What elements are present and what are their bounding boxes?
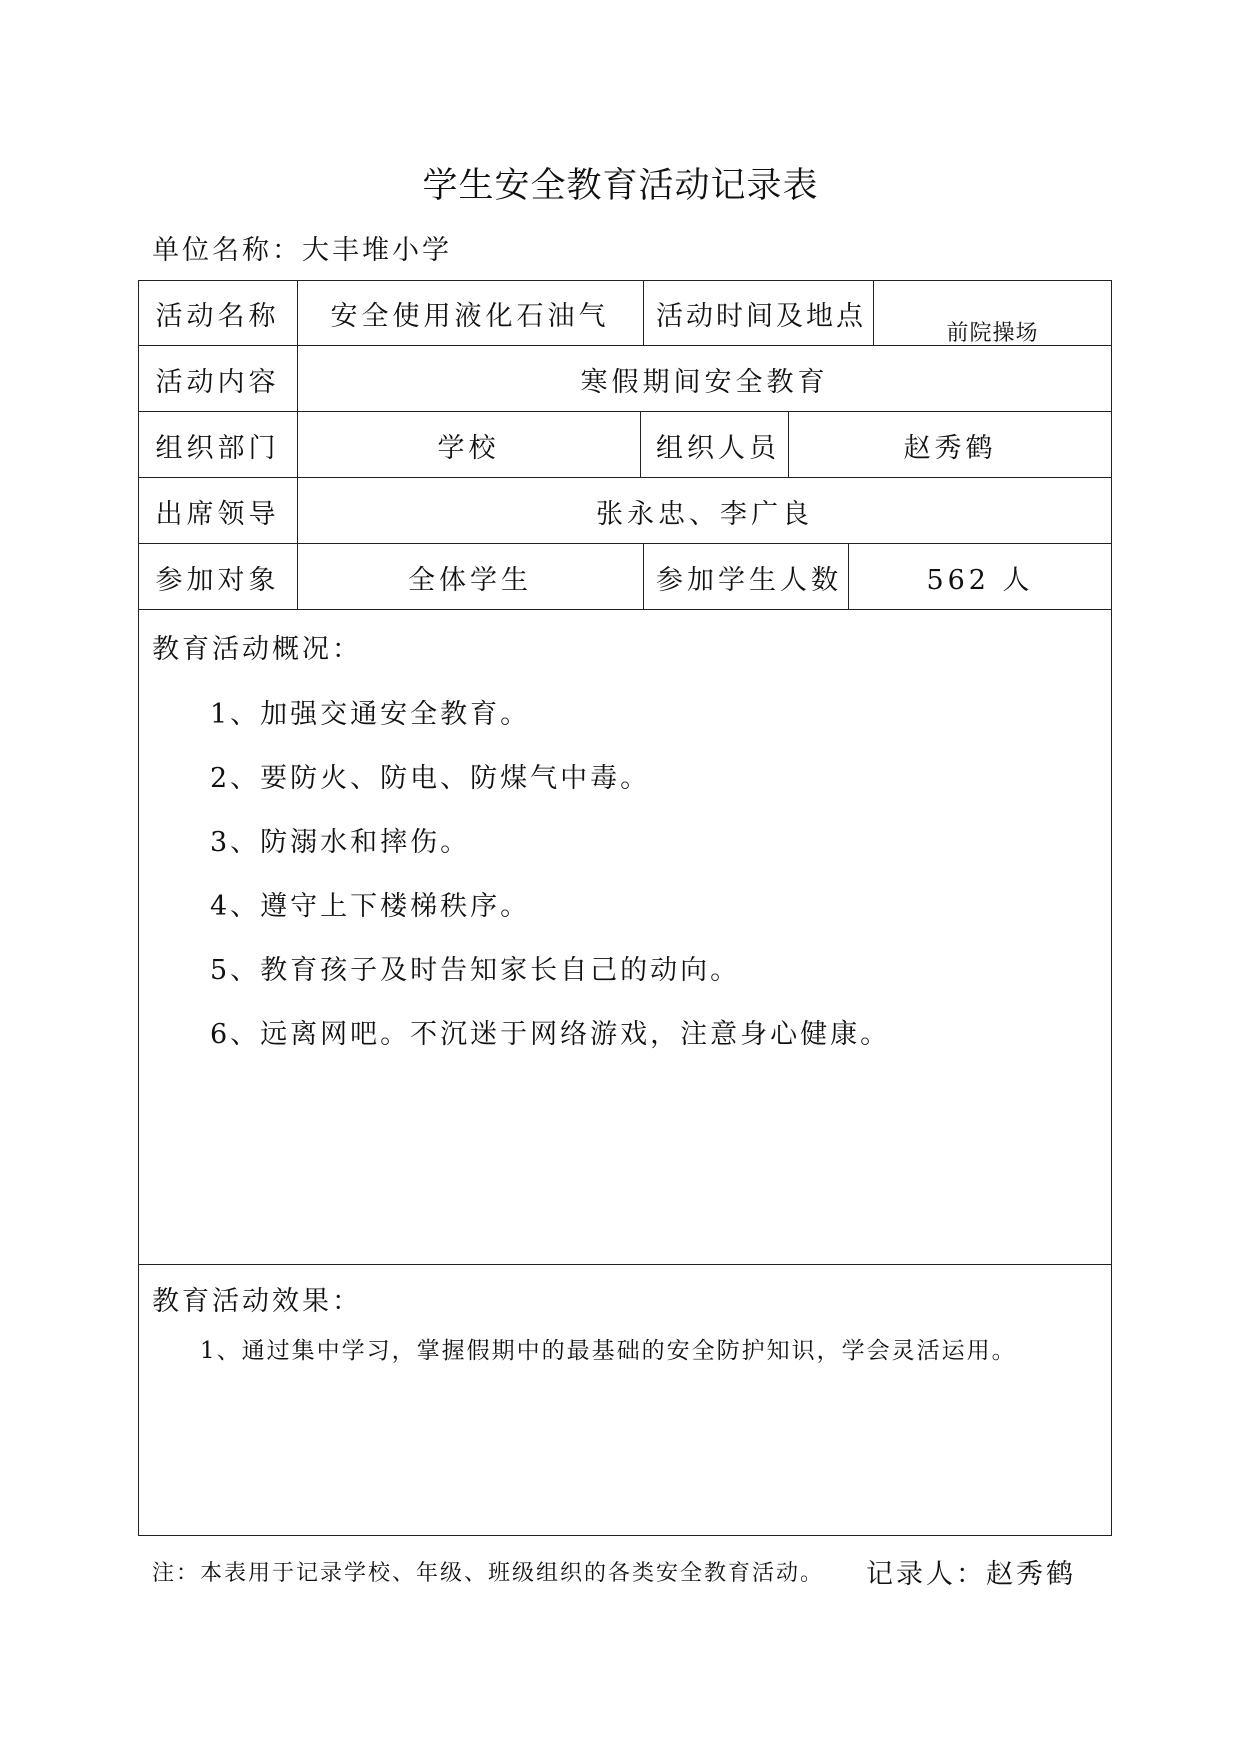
effect-item: 1、通过集中学习，掌握假期中的最基础的安全防护知识，学会灵活运用。 (200, 1338, 1017, 1364)
overview-item: 2、要防火、防电、防煤气中毒。 (210, 763, 651, 794)
overview-item: 6、远离网吧。不沉迷于网络游戏，注意身心健康。 (210, 1019, 891, 1050)
footer-note: 注：本表用于记录学校、年级、班级组织的各类安全教育活动。 (152, 1561, 825, 1586)
column-divider (643, 280, 644, 345)
overview-item: 5、教育孩子及时告知家长自己的动向。 (210, 955, 741, 986)
overview-item: 3、防溺水和摔伤。 (210, 827, 471, 858)
department-label: 组织部门 (155, 433, 280, 464)
time-place-value: 前院操场 (946, 321, 1039, 346)
recorder-label: 记录人： (866, 1559, 986, 1590)
activity-name-value: 安全使用液化石油气 (330, 301, 610, 332)
unit-name-label: 单位名称： (152, 235, 302, 266)
overview-heading: 教育活动概况： (152, 634, 362, 665)
unit-name-value: 大丰堆小学 (302, 235, 452, 266)
student-count-value: 562 人 (926, 565, 1034, 596)
recorder (866, 1552, 1076, 1591)
row-divider (138, 609, 1112, 610)
row-divider (138, 1264, 1112, 1265)
effect-heading: 教育活动效果： (152, 1286, 362, 1317)
time-place-label: 活动时间及地点 (656, 301, 866, 332)
row-divider (138, 477, 1112, 478)
activity-content-value: 寒假期间安全教育 (580, 367, 829, 398)
organizer-label: 组织人员 (656, 433, 780, 464)
organizer-value: 赵秀鹤 (903, 433, 997, 464)
leaders-value: 张永忠、李广良 (596, 499, 813, 530)
department-value: 学校 (437, 433, 500, 464)
row-divider (138, 411, 1112, 412)
overview-item: 1、加强交通安全教育。 (210, 699, 531, 730)
row-divider (138, 543, 1112, 544)
unit-name-line (152, 228, 452, 267)
leaders-label: 出席领导 (155, 499, 280, 530)
page-title: 学生安全教育活动记录表 (422, 166, 819, 206)
overview-item: 4、遵守上下楼梯秩序。 (210, 891, 531, 922)
column-divider (643, 543, 644, 609)
participants-value: 全体学生 (408, 565, 532, 596)
column-divider (640, 411, 641, 477)
participants-label: 参加对象 (155, 565, 280, 596)
activity-name-label: 活动名称 (155, 301, 280, 332)
student-count-label: 参加学生人数 (656, 565, 842, 596)
recorder-name: 赵秀鹤 (986, 1559, 1076, 1590)
activity-content-label: 活动内容 (155, 367, 280, 398)
